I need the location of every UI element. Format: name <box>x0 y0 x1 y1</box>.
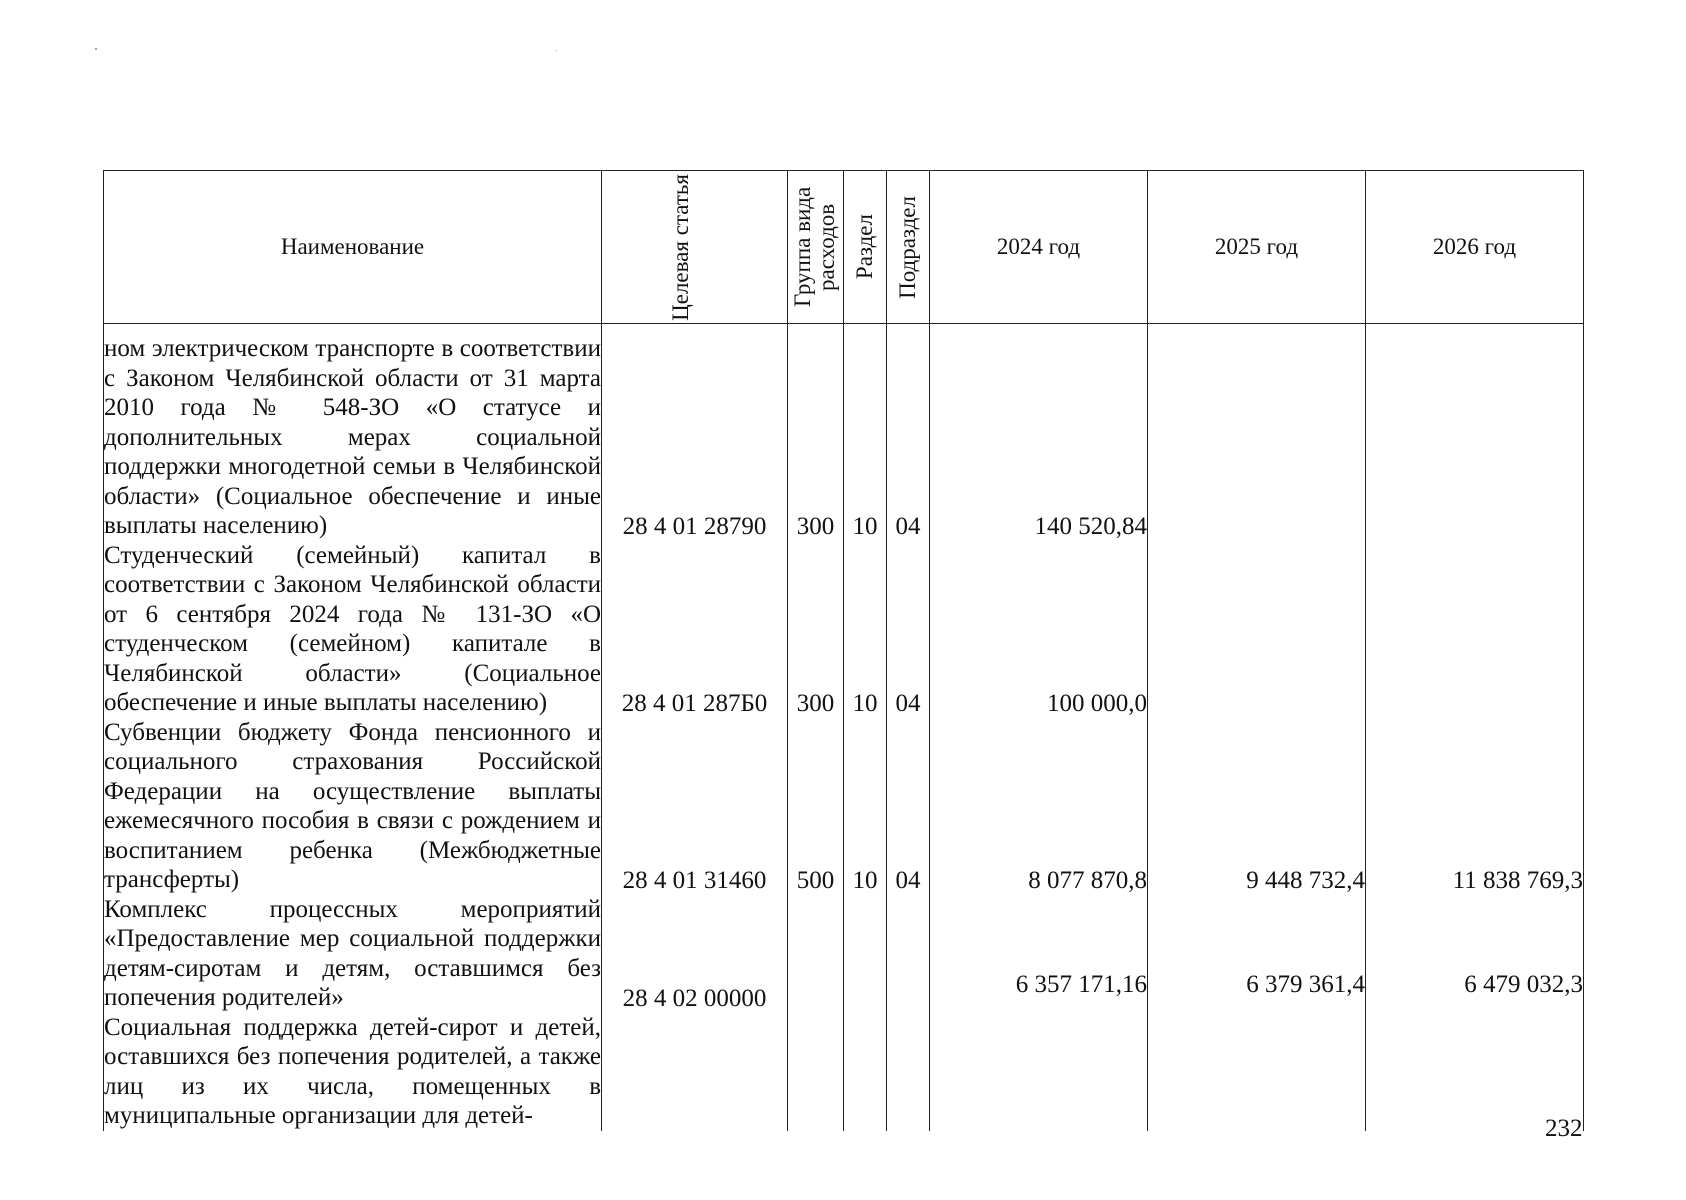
header-section: Раздел <box>844 171 887 324</box>
budget-table <box>103 170 1584 1131</box>
row-subsection: 04 <box>887 324 930 541</box>
row-name: Субвенции бюджету Фонда пенсионного и социального страхования Российской Федерации на осуществление выплаты ежемесячного пособия в связи с рождением и воспитанием ребенка (Межбюджетные трансферты) <box>104 718 601 893</box>
row-2026: 11 838 769,3 <box>1366 718 1584 895</box>
row-group: 300 <box>788 324 844 541</box>
row-2025 <box>1148 1013 1366 1131</box>
row-2026 <box>1366 541 1584 718</box>
row-name: Комплекс процессных мероприятий «Предоставление мер социальной поддержки детям-сиротам и детям, оставшимся без попечения родителей» <box>104 895 601 1011</box>
row-2025: 9 448 732,4 <box>1148 718 1366 895</box>
row-subsection: 04 <box>887 718 930 895</box>
row-subsection <box>887 1013 930 1131</box>
table-row <box>104 1013 1584 1131</box>
row-2026: 6 479 032,3 <box>1366 895 1584 1013</box>
row-2024: 6 357 171,16 <box>930 895 1148 1013</box>
row-section <box>844 895 887 1013</box>
row-section: 10 <box>844 324 887 541</box>
header-subsection: Подраздел <box>887 171 930 324</box>
table-row <box>104 718 1584 895</box>
row-2025: 6 379 361,4 <box>1148 895 1366 1013</box>
row-subsection <box>887 895 930 1013</box>
header-2024: 2024 год <box>930 171 1148 324</box>
row-section <box>844 1013 887 1131</box>
row-2025 <box>1148 324 1366 541</box>
row-subsection: 04 <box>887 541 930 718</box>
row-section: 10 <box>844 541 887 718</box>
header-group: Группа вида расходов <box>788 171 844 324</box>
row-name: ном электрическом транспорте в соответствии с Законом Челябинской области от 31 марта 2010 года № 548-ЗО «О статусе и дополнительных мерах социальной поддержки многодетной семьи в Челябинской области» (Социальное обеспечение и иные выплаты населению) <box>104 324 602 541</box>
page-number: 232 <box>1545 1115 1583 1142</box>
row-2024: 140 520,84 <box>930 324 1148 541</box>
row-group <box>788 1013 844 1131</box>
row-group <box>788 895 844 1013</box>
row-section: 10 <box>844 718 887 895</box>
header-row <box>104 171 1584 324</box>
row-name: Студенческий (семейный) капитал в соответствии с Законом Челябинской области от 6 сентября 2024 года № 131-ЗО «О студенческом (семейном) капитале в Челябинской области» (Социальное обеспечение и иные выплаты населению) <box>104 541 601 716</box>
row-target: 28 4 01 28790 <box>602 324 788 541</box>
header-2025: 2025 год <box>1148 171 1366 324</box>
row-group: 500 <box>788 718 844 895</box>
row-group: 300 <box>788 541 844 718</box>
scan-speck <box>95 48 97 50</box>
row-2025 <box>1148 541 1366 718</box>
row-target: 28 4 01 31460 <box>602 718 788 895</box>
table-row <box>104 324 1584 541</box>
row-2024 <box>930 1013 1148 1131</box>
row-target: 28 4 02 00000 <box>602 895 788 1013</box>
row-2024: 8 077 870,8 <box>930 718 1148 895</box>
row-name: Социальная поддержка детей-сирот и детей, оставшихся без попечения родителей, а также лиц из их числа, помещенных в муниципальные организации для детей- <box>104 1013 601 1129</box>
row-target: 28 4 01 287Б0 <box>602 541 788 718</box>
header-name: Наименование <box>104 171 602 324</box>
table-row <box>104 541 1584 718</box>
row-target <box>602 1013 788 1131</box>
header-target: Целевая статья <box>602 171 788 324</box>
row-2026 <box>1366 1013 1584 1131</box>
row-2024: 100 000,0 <box>930 541 1148 718</box>
scan-speck <box>556 50 557 51</box>
row-2026 <box>1366 324 1584 541</box>
table-row <box>104 895 1584 1013</box>
header-2026: 2026 год <box>1366 171 1584 324</box>
